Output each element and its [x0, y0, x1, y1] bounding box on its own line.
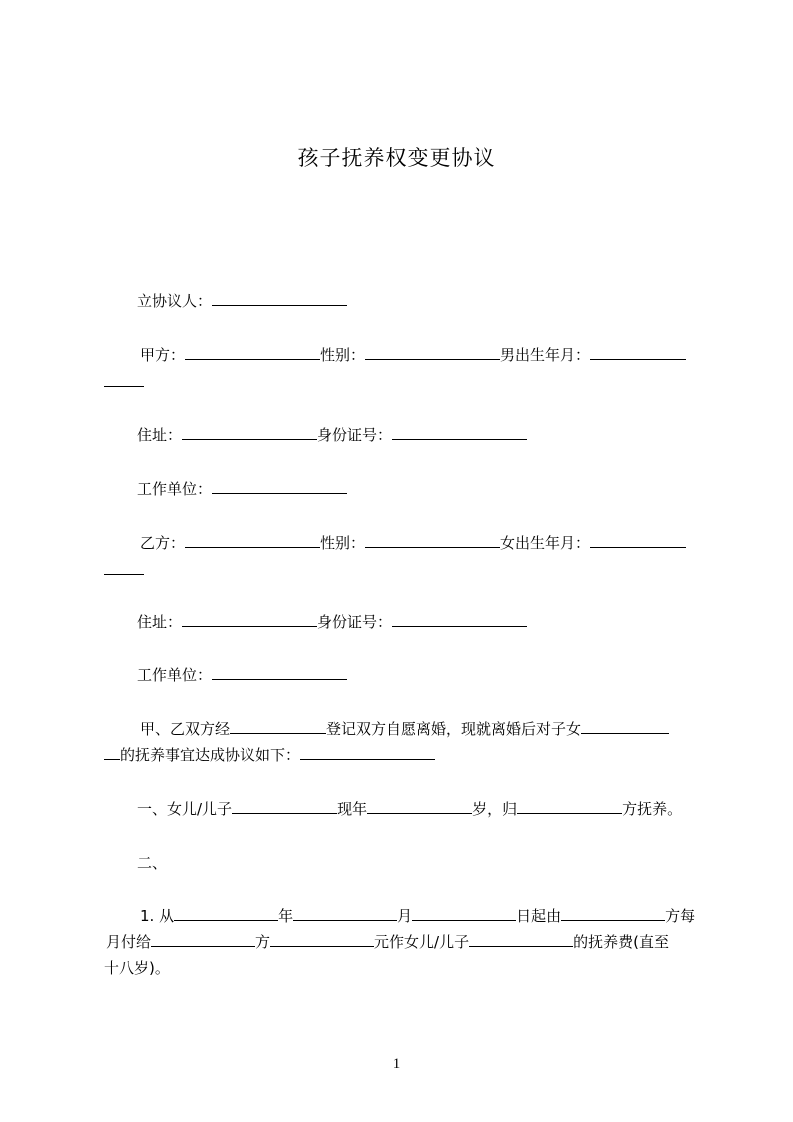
clause1-child-blank[interactable] [232, 799, 337, 814]
party-a-work-blank[interactable] [212, 479, 347, 494]
intro-children-blank[interactable] [581, 719, 669, 734]
clause2-1-line-3 [104, 958, 170, 978]
party-a-name-label: 甲方： [140, 346, 186, 364]
party-a-id-blank[interactable] [392, 425, 527, 440]
intro-part2: 登记双方自愿离婚，现就离婚后对子女 [326, 720, 582, 738]
clause1-age: 岁，归 [472, 800, 518, 818]
clause2-1-until: 十八岁)。 [104, 959, 170, 977]
clause2-1-year-blank[interactable] [174, 906, 278, 921]
intro-part1: 甲、乙双方经 [140, 720, 231, 738]
clause2-line [137, 853, 167, 873]
clause2-1-line-1 [140, 906, 695, 926]
party-b-birth-blank[interactable] [590, 533, 686, 548]
party-b-work-label: 工作单位： [137, 666, 213, 684]
party-a-id-label: 身份证号： [317, 426, 393, 444]
party-line [137, 291, 347, 311]
clause1-age-blank[interactable] [367, 799, 472, 814]
party-a-birth-label: 男出生年月： [500, 346, 591, 364]
party-b-work-line [137, 665, 347, 685]
party-a-address-blank[interactable] [182, 425, 317, 440]
clause2-1-line-2 [106, 932, 669, 952]
party-a-birth-blank-cont[interactable] [104, 372, 144, 387]
party-label: 立协议人： [137, 292, 213, 310]
party-b-gender-blank[interactable] [365, 533, 500, 548]
document-title: 孩子抚养权变更协议 [297, 146, 496, 170]
party-blank[interactable] [212, 291, 347, 306]
clause2-1-day-from: 日起由 [516, 907, 562, 925]
clause2-1-payee-blank[interactable] [151, 932, 255, 947]
clause2-1-payer-blank[interactable] [561, 906, 665, 921]
party-b-address-line [137, 612, 527, 632]
clause2-1-day-blank[interactable] [412, 906, 516, 921]
party-b-line-cont [104, 560, 144, 580]
party-b-name-label: 乙方： [140, 534, 186, 552]
party-a-work-label: 工作单位： [137, 480, 213, 498]
party-b-work-blank[interactable] [212, 665, 347, 680]
clause2-1-prefix: 1. 从 [140, 907, 175, 925]
intro-children-blank-cont[interactable] [104, 745, 120, 760]
clause2-1-month: 月 [397, 907, 413, 925]
clause1-suffix: 方抚养。 [622, 800, 683, 818]
clause2-1-fee: 的抚养费(直至 [573, 933, 669, 951]
intro-registry-blank[interactable] [230, 719, 326, 734]
party-a-gender-label: 性别： [320, 346, 366, 364]
party-a-address-label: 住址： [137, 426, 183, 444]
clause2-1-amount-blank[interactable] [270, 932, 374, 947]
party-b-address-label: 住址： [137, 613, 183, 631]
party-b-id-label: 身份证号： [317, 613, 393, 631]
intro-line-2 [104, 745, 435, 765]
party-b-line [140, 533, 686, 553]
party-b-birth-blank-cont[interactable] [104, 560, 144, 575]
party-a-address-line [137, 425, 527, 445]
clause1-side-blank[interactable] [517, 799, 622, 814]
party-b-birth-label: 女出生年月： [500, 534, 591, 552]
clause2-1-month-blank[interactable] [293, 906, 397, 921]
party-b-gender-label: 性别： [320, 534, 366, 552]
clause1-now: 现年 [337, 800, 368, 818]
party-a-work-line [137, 479, 347, 499]
clause2-1-monthly: 月付给 [106, 933, 152, 951]
party-a-line [140, 345, 686, 365]
clause1-prefix: 一、女儿/儿子 [137, 800, 233, 818]
clause2-1-year: 年 [278, 907, 294, 925]
clause2-1-side: 方 [255, 933, 271, 951]
intro-part3: 的抚养事宜达成协议如下： [120, 746, 301, 764]
party-a-line-cont [104, 372, 144, 392]
party-b-name-blank[interactable] [185, 533, 320, 548]
party-a-birth-blank[interactable] [590, 345, 686, 360]
clause2-heading: 二、 [137, 854, 168, 872]
intro-line-1 [140, 719, 669, 739]
party-b-address-blank[interactable] [182, 612, 317, 627]
party-b-id-blank[interactable] [392, 612, 527, 627]
intro-terms-blank[interactable] [300, 745, 435, 760]
party-a-name-blank[interactable] [185, 345, 320, 360]
clause1-line [137, 799, 682, 819]
party-a-gender-blank[interactable] [365, 345, 500, 360]
page-number: 1 [392, 1056, 401, 1072]
clause2-1-yuan: 元作女儿/儿子 [374, 933, 470, 951]
clause2-1-child-blank[interactable] [469, 932, 573, 947]
clause2-1-each: 方每 [665, 907, 696, 925]
